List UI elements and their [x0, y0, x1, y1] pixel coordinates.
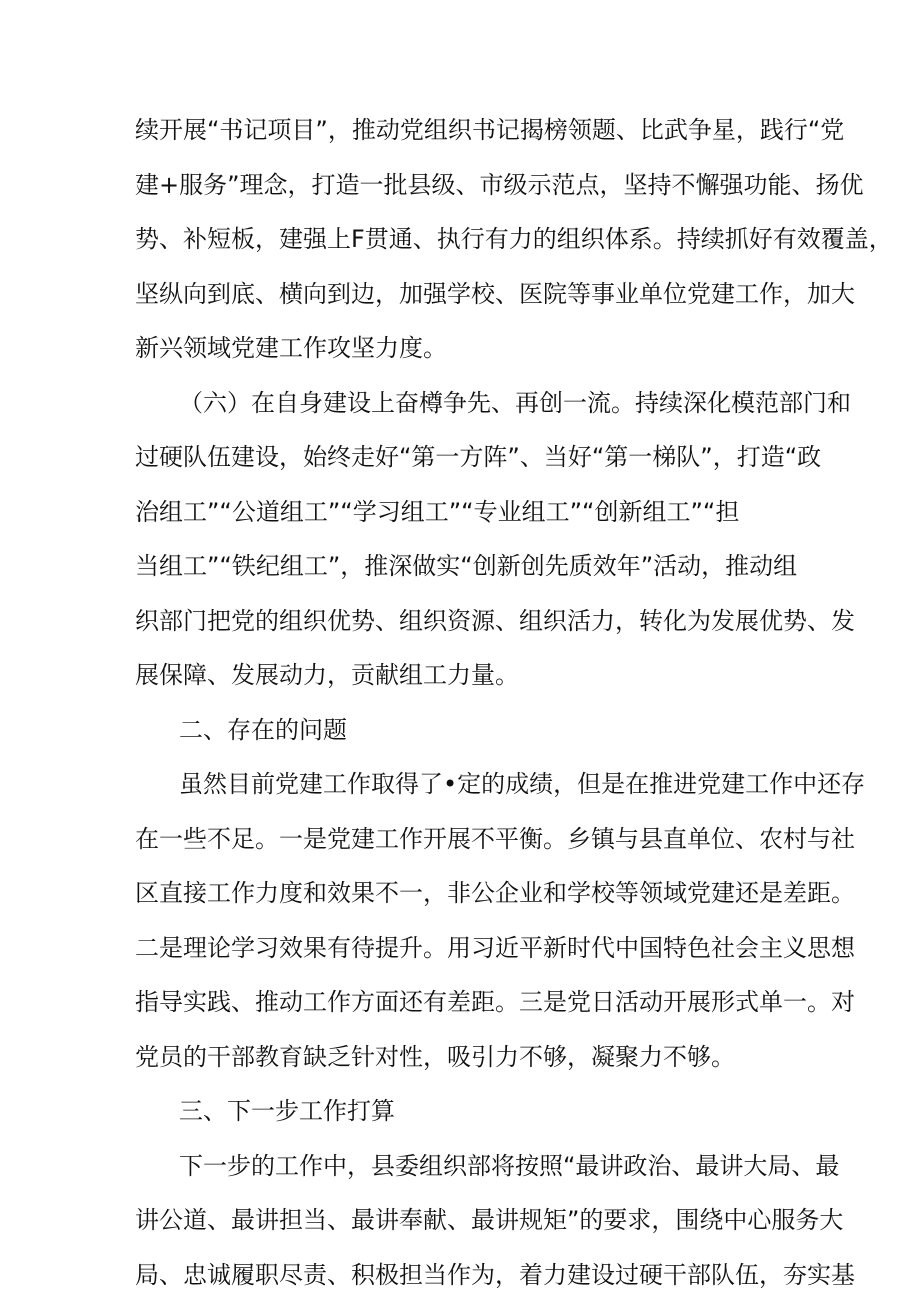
text-line: 二是理论学习效果有待提升。用习近平新时代中国特色社会主义思想	[135, 921, 800, 976]
text-line: 区直接工作力度和效果不一，非公企业和学校等领域党建还是差距。	[135, 866, 800, 921]
text-line: 建+服务”理念，打造一批县级、市级示范点，坚持不懈强功能、扬优	[135, 158, 800, 213]
text-line: 势、补短板，建强上F贯通、执行有力的组织体系。持续抓好有效覆盖，	[135, 212, 800, 267]
text-line: 织部门把党的组织优势、组织资源、组织活力，转化为发展优势、发	[135, 594, 800, 649]
section-heading-problems: 二、存在的问题	[135, 703, 800, 758]
text-line: 指导实践、推动工作方面还有差距。三是党日活动开展形式单一。对	[135, 975, 800, 1030]
text-line: 党员的干部教育缺乏针对性，吸引力不够，凝聚力不够。	[135, 1030, 800, 1085]
paragraph-problems-first-line: 虽然目前党建工作取得了•定的成绩，但是在推进党建工作中还存	[135, 757, 800, 812]
text-line: 讲公道、最讲担当、最讲奉献、最讲规矩”的要求，围绕中心服务大	[135, 1193, 800, 1248]
text-line: 局、忠诚履职尽责、积极担当作为，着力建设过硬干部队伍，夯实基	[135, 1248, 800, 1302]
text-line: 新兴领域党建工作攻坚力度。	[135, 321, 800, 376]
text-line: 续开展“书记项目”，推动党组织书记揭榜领题、比武争星，践行“党	[135, 103, 800, 158]
text-line: 当组工”“铁纪组工”，推深做实“创新创先质效年”活动，推动组	[135, 539, 800, 594]
text-line: 在一些不足。一是党建工作开展不平衡。乡镇与县直单位、农村与社	[135, 812, 800, 867]
paragraph-six-first-line: （六）在自身建设上奋樽争先、再创一流。持续深化模范部门和	[135, 376, 800, 431]
document-body	[135, 103, 800, 1302]
text-line: 坚纵向到底、横向到边，加强学校、医院等事业单位党建工作，加大	[135, 267, 800, 322]
text-line: 过硬队伍建设，始终走好“第一方阵”、当好“第一梯队”，打造“政	[135, 430, 800, 485]
text-line: 治组工”“公道组工”“学习组工”“专业组工”“创新组工”“担	[135, 485, 800, 540]
paragraph-next-steps-first-line: 下一步的工作中，县委组织部将按照“最讲政治、最讲大局、最	[135, 1139, 800, 1194]
section-heading-next-steps: 三、下一步工作打算	[135, 1084, 800, 1139]
text-line: 展保障、发展动力，贡献组工力量。	[135, 648, 800, 703]
